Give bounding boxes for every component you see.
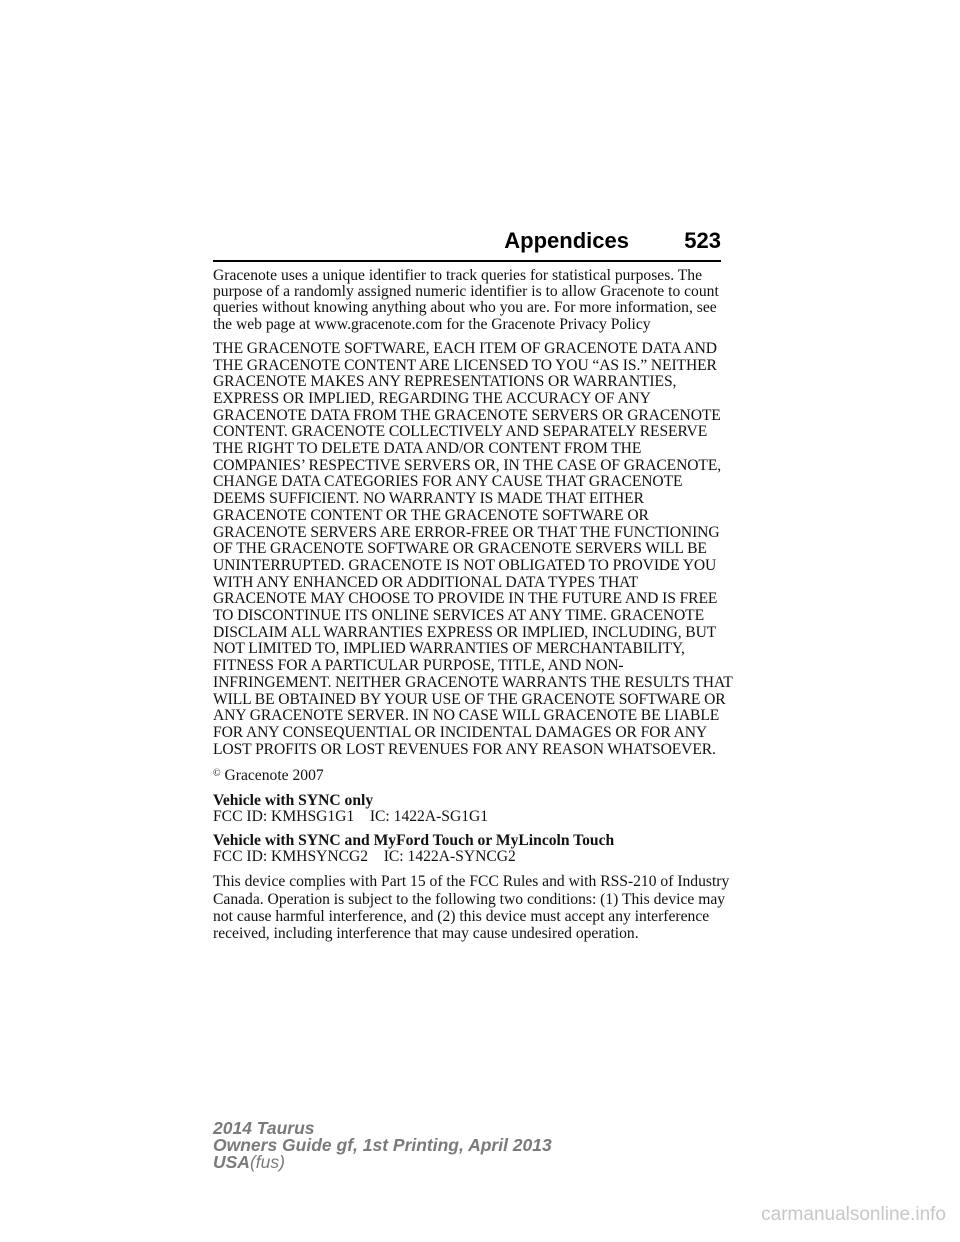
footer-region — [213, 1154, 552, 1171]
page-footer — [213, 1120, 552, 1171]
sync-only-block — [213, 793, 733, 825]
myford-ids: FCC ID: KMHSYNCG2 IC: 1422A-SYNCG2 — [213, 848, 516, 866]
sync-only-ids: FCC ID: KMHSG1G1 IC: 1422A-SG1G1 — [213, 807, 489, 825]
myford-block — [213, 833, 733, 865]
sync-only-heading: Vehicle with SYNC only — [213, 791, 374, 809]
page-number: 523 — [684, 228, 721, 253]
watermark: carmanualsonline.info — [761, 1204, 946, 1225]
section-title: Appendices — [504, 228, 629, 253]
footer-code: (fus) — [249, 1152, 285, 1172]
footer-model: 2014 Taurus — [213, 1118, 315, 1138]
disclaimer-paragraph: THE GRACENOTE SOFTWARE, EACH ITEM OF GRACENOTE DATA AND THE GRACENOTE CONTENT ARE LICENSED TO YOU “AS IS.” NEITHER GRACENOTE MAKES ANY REPRESENTATIONS OR WARRANTIES, EXPRESS OR IMPLIED, REGARDING THE ACCURACY OF ANY GRACENOTE DATA FROM THE GRACENOTE SERVERS OR GRACENOTE CONTENT. GRACENOTE COLLECTIVELY AND SEPARATELY RESERVE THE RIGHT TO DELETE DATA AND/OR CONTENT FROM THE COMPANIES’ RESPECTIVE SERVERS OR, IN THE CASE OF GRACENOTE, CHANGE DATA CATEGORIES FOR ANY CAUSE THAT GRACENOTE DEEMS SUFFICIENT. NO WARRANTY IS MADE THAT EITHER GRACENOTE CONTENT OR THE GRACENOTE SOFTWARE OR GRACENOTE SERVERS ARE ERROR-FREE OR THAT THE FUNCTIONING OF THE GRACENOTE SOFTWARE OR GRACENOTE SERVERS WILL BE UNINTERRUPTED. GRACENOTE IS NOT OBLIGATED TO PROVIDE YOU WITH ANY ENHANCED OR ADDITIONAL DATA TYPES THAT GRACENOTE MAY CHOOSE TO PROVIDE IN THE FUTURE AND IS FREE TO DISCONTINUE ITS ONLINE SERVICES AT ANY TIME. GRACENOTE DISCLAIM ALL WARRANTIES EXPRESS OR IMPLIED, INCLUDING, BUT NOT LIMITED TO, IMPLIED WARRANTIES OF MERCHANTABILITY, FITNESS FOR A PARTICULAR PURPOSE, TITLE, AND NON-INFRINGEMENT. NEITHER GRACENOTE WARRANTS THE RESULTS THAT WILL BE OBTAINED BY YOUR USE OF THE GRACENOTE SOFTWARE OR ANY GRACENOTE SERVER. IN NO CASE WILL GRACENOTE BE LIABLE FOR ANY CONSEQUENTIAL OR INCIDENTAL DAMAGES OR FOR ANY LOST PROFITS OR LOST REVENUES FOR ANY REASON WHATSOEVER. — [213, 339, 733, 758]
header-divider — [213, 260, 721, 262]
copyright-line — [213, 766, 733, 784]
page-body — [213, 268, 733, 950]
page-header — [213, 228, 721, 262]
footer-printing: Owners Guide gf, 1st Printing, April 2013 — [213, 1135, 552, 1155]
copyright-text: Gracenote 2007 — [220, 767, 324, 785]
copyright-symbol: © — [213, 768, 221, 780]
privacy-paragraph: Gracenote uses a unique identifier to track queries for statistical purposes. The purpose of a randomly assigned numeric identifier is to allow Gracenote to count queries without knowing anything about who you are. For more information, see the web page at www.gracenote.com for the Gracenote Privacy Policy — [213, 267, 719, 333]
myford-heading: Vehicle with SYNC and MyFord Touch or MyLincoln Touch — [213, 832, 615, 849]
footer-country: USA — [213, 1152, 250, 1172]
fcc-paragraph: This device complies with Part 15 of the FCC Rules and with RSS-210 of Industry Canada. Operation is subject to the following two conditions: (1) This device may not cause harmful interference, and (2) this device must accept any interference received, including interference that may cause undesired operation. — [213, 873, 730, 943]
